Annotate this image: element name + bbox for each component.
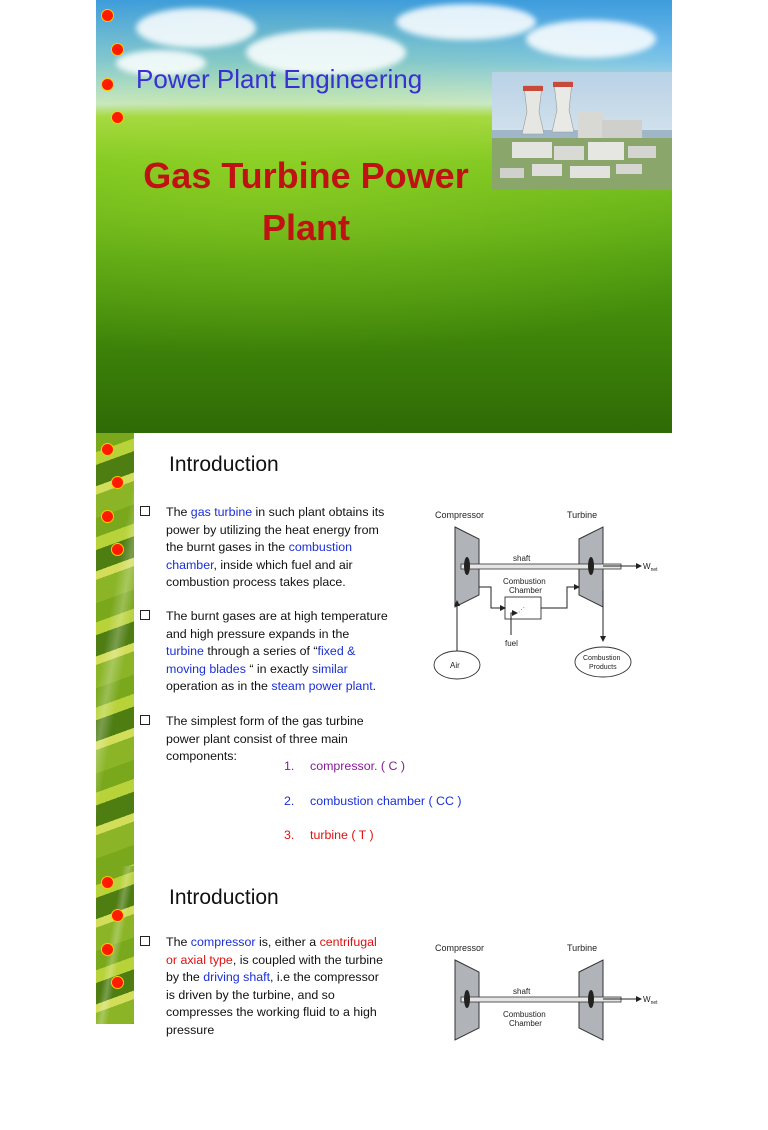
- shaft-label: shaft: [513, 987, 531, 996]
- slide-heading: Introduction: [169, 886, 279, 909]
- combustion-chamber-label-1: Combustion: [503, 1010, 546, 1019]
- term-turbine: turbine: [166, 644, 204, 659]
- title-line-1: Gas Turbine Power: [143, 155, 469, 196]
- svg-text:⋰: ⋰: [518, 607, 525, 614]
- shaft-label: shaft: [513, 554, 531, 563]
- term-steam-power-plant: steam power plant: [271, 679, 373, 694]
- paragraph-gas-turbine: The gas turbine in such plant obtains its power by utilizing the heat energy from the burnt gases in the combustion chamber, inside which fuel and air combustion process takes place.: [140, 504, 390, 592]
- checkbox-bullet-icon: [140, 936, 150, 946]
- presentation-title: [116, 150, 496, 254]
- combustion-chamber-label-1: Combustion: [503, 577, 546, 586]
- bullet-dot: [111, 111, 124, 124]
- cloud: [526, 20, 656, 58]
- bullet-dot: [111, 909, 124, 922]
- compressor-label: Compressor: [435, 943, 485, 953]
- cloud: [136, 8, 256, 48]
- turbine-label: Turbine: [567, 510, 598, 520]
- introduction-slide-2: [96, 866, 672, 1037]
- checkbox-bullet-icon: [140, 610, 150, 620]
- bullet-dot: [101, 9, 114, 22]
- components-list: [284, 759, 462, 863]
- power-plant-photo: [492, 72, 672, 190]
- introduction-slide-1: [96, 433, 672, 866]
- combustion-chamber-label-2: Chamber: [509, 586, 542, 595]
- gas-turbine-diagram: [429, 940, 669, 1130]
- paragraph-burnt-gases: The burnt gases are at high temperature and high pressure expands in the turbine through a series of “fixed & moving blades “ in exactly similar operation as in the steam power plant.: [140, 608, 390, 696]
- paragraph-compressor: The compressor is, either a centrifugal or axial type, is coupled with the turbine by the driving shaft, i.e the compressor is driven by the turbine, and so compresses the working fluid to a high pressure: [140, 934, 390, 1040]
- products-label-2: Products: [589, 664, 617, 671]
- term-driving-shaft: driving shaft: [203, 970, 271, 985]
- checkbox-bullet-icon: [140, 715, 150, 725]
- decorative-strip: [96, 433, 134, 866]
- bullet-dot: [111, 543, 124, 556]
- wnet-label: $W_{net}$: [643, 562, 658, 573]
- list-item-combustion-chamber: 2. combustion chamber ( CC ): [284, 793, 462, 808]
- bullet-dot: [101, 943, 114, 956]
- term-similar: similar: [312, 661, 348, 676]
- term-blades: fixed & moving blades: [166, 644, 356, 676]
- bullet-dot: [111, 476, 124, 489]
- list-item-compressor: 1. compressor. ( C ): [284, 759, 406, 773]
- products-label-1: Combustion: [583, 655, 621, 662]
- slide-heading: Introduction: [169, 453, 279, 476]
- term-centrifugal-axial: centrifugal or axial type: [166, 935, 377, 967]
- bullet-dot: [101, 78, 114, 91]
- bullet-dot: [101, 443, 114, 456]
- title-line-2: Plant: [261, 207, 350, 248]
- bullet-dot: [111, 976, 124, 989]
- term-combustion-chamber: combustion chamber: [166, 540, 352, 572]
- checkbox-bullet-icon: [140, 506, 150, 516]
- cloud: [396, 4, 536, 40]
- bullet-dot: [111, 43, 124, 56]
- paragraph-components: The simplest form of the gas turbine power plant consist of three main components:: [140, 713, 390, 766]
- fuel-label: fuel: [505, 639, 518, 648]
- bullet-dot: [101, 876, 114, 889]
- term-gas-turbine: gas turbine: [190, 505, 253, 519]
- turbine-label: Turbine: [567, 943, 598, 953]
- title-slide: [96, 0, 672, 433]
- gas-turbine-diagram: [429, 507, 669, 697]
- compressor-label: Compressor: [435, 510, 485, 520]
- term-compressor: compressor: [190, 935, 256, 949]
- combustion-chamber-label-2: Chamber: [509, 1019, 542, 1028]
- bullet-dot: [101, 510, 114, 523]
- wnet-label: $W_{net}$: [643, 995, 658, 1006]
- presentation-subtitle: Power Plant Engineering: [136, 64, 423, 94]
- list-item-turbine: 3. turbine ( T ): [284, 828, 374, 842]
- air-label: Air: [450, 661, 460, 670]
